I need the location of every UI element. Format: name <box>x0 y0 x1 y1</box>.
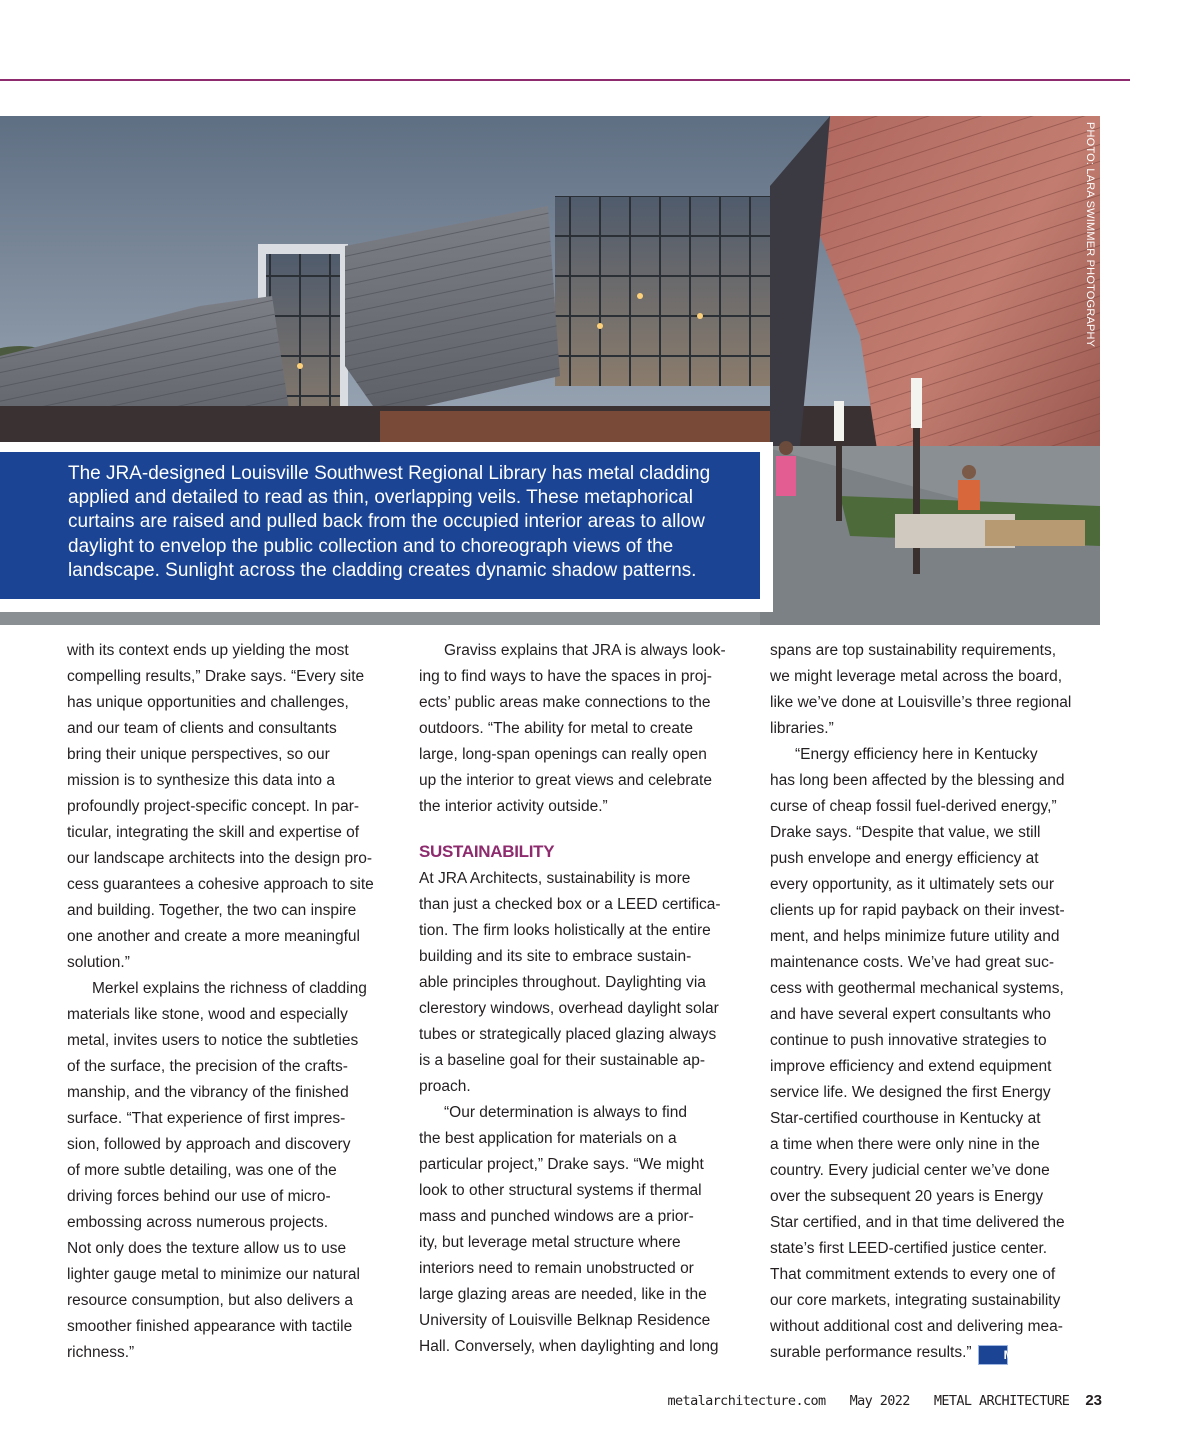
paragraph: “Our determination is always to find the best application for materials on a particular project,” Drake says. “We might look to other structural systems if thermal mass and punched windows are a prior- ity, but leverage metal structure where interiors need to remain unobstructed or large glazing areas are needed, like in the University of Louisville Belknap Residence Hall. Conversely, when daylighting and long <box>419 1104 719 1355</box>
paragraph: Graviss explains that JRA is always look- ing to find ways to have the spaces in proj- ects’ public areas make connections to the outdoors. “The ability for metal to create large, long-span openings can really open up the interior to great views and celebrate the interior activity outside.” <box>419 642 726 815</box>
section-heading: SUSTAINABILITY <box>419 842 555 861</box>
page-number: 23 <box>1085 1392 1102 1409</box>
footer-magazine: METAL ARCHITECTURE <box>933 1393 1070 1409</box>
paragraph <box>770 742 1102 1366</box>
text-column-1 <box>67 638 400 1366</box>
text-column-3 <box>770 638 1102 1366</box>
footer-website: metalarchitecture.com <box>667 1393 826 1409</box>
paragraph: At JRA Architects, sustainability is more than just a checked box or a LEED certifica- tion. The firm looks holistically at the entire building and its site to embrace sustain- able principles throughout. Daylighting via clerestory windows, overhead daylight solar tubes or strategically placed glazing always is a baseline goal for their sustainable ap- proach. <box>419 870 721 1095</box>
end-mark-logo: Ma <box>978 1345 1008 1365</box>
paragraph: with its context ends up yielding the most compelling results,” Drake says. “Every site has unique opportunities and challenges, and our team of clients and consultants bring their unique perspectives, so our mission is to synthesize this data into a profoundly project-specific concept. In par- ticular, integrating the skill and expertise of our landscape architects into the design pro- cess guarantees a cohesive approach to site and building. Together, the two can inspire one another and create a more meaningful solution.” <box>67 642 374 971</box>
photo-caption: The JRA-designed Louisville Southwest Regional Library has metal cladding applied and detailed to read as thin, overlapping veils. These metaphorical curtains are raised and pulled back from the occupied interior areas to allow daylight to envelop the public collection and to choreograph views of the landscape. Sunlight across the cladding creates dynamic shadow patterns. <box>0 452 760 599</box>
paragraph: Merkel explains the richness of cladding materials like stone, wood and especially metal, invites users to notice the subtleties of the surface, the precision of the crafts- manship, and the vibrancy of the finished surface. “That experience of first impres- sion, followed by approach and discovery of more subtle detailing, was one of the driving forces behind our use of micro- embossing across numerous projects. Not only does the texture allow us to use lighter gauge metal to minimize our natural resource consumption, but also delivers a smoother finished appearance with tactile richness.” <box>67 980 367 1361</box>
photo-credit: PHOTO: LARA SWIMMER PHOTOGRAPHY <box>1084 122 1096 348</box>
top-rule <box>0 79 1130 81</box>
text-column-2 <box>419 638 752 1360</box>
paragraph: spans are top sustainability requirements, we might leverage metal across the board, like we’ve done at Louisville’s three regional libraries.” <box>770 642 1072 737</box>
paragraph-text: “Energy efficiency here in Kentucky has long been affected by the blessing and curse of cheap fossil fuel-derived energy,” Drake says. “Despite that value, we still push envelope and energy efficiency at every opportunity, as it ultimately sets our clients up for rapid payback on their invest- ment, and helps minimize future utility and maintenance costs. We’ve had great suc- cess with geothermal mechanical systems, and have several expert consultants who continue to push innovative strategies to improve efficiency and extend equipment service life. We designed the first Energy Star-certified courthouse in Kentucky at a time when there were only nine in the country. Every judicial center we’ve done over the subsequent 20 years is Energy Star certified, and in that time delivered the state’s first LEED-certified justice center. That commitment extends to every one of our core markets, integrating sustainability without additional cost and delivering mea- surable performance results.” <box>770 746 1065 1361</box>
footer-issue: May 2022 <box>849 1393 910 1409</box>
page-footer <box>667 1392 1102 1412</box>
